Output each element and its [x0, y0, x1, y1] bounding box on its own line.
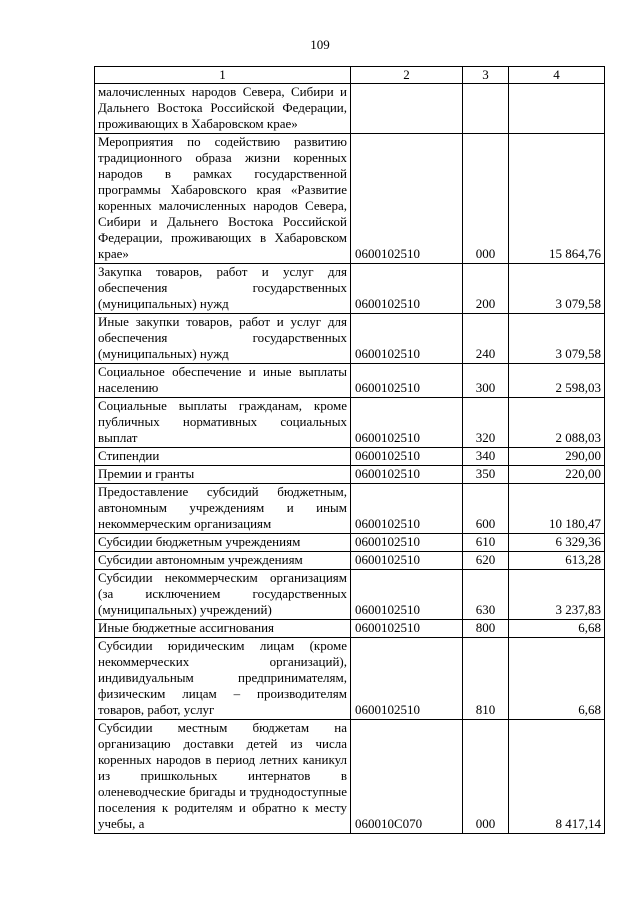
row-type: 350: [463, 466, 509, 484]
table-row: [95, 448, 605, 466]
table-row: [95, 570, 605, 620]
page-number: 109: [310, 37, 330, 52]
row-amount: 6 329,36: [509, 534, 605, 552]
row-name: Иные бюджетные ассигнования: [95, 620, 351, 638]
row-code: 0600102510: [351, 620, 463, 638]
row-amount: 6,68: [509, 638, 605, 720]
row-type: 620: [463, 552, 509, 570]
row-code: 0600102510: [351, 466, 463, 484]
row-code: 0600102510: [351, 448, 463, 466]
column-header-2: 2: [351, 67, 463, 84]
row-type: 630: [463, 570, 509, 620]
row-name: Субсидии местным бюджетам на организацию доставки детей из числа коренных народов в период летних каникул из пришкольных интернатов в оленеводческие бригады и труднодоступные поселения к родителям и обратно к месту учебы, а: [95, 720, 351, 834]
column-header-1: 1: [95, 67, 351, 84]
row-code: 0600102510: [351, 364, 463, 398]
row-code: 0600102510: [351, 264, 463, 314]
row-type: 320: [463, 398, 509, 448]
row-type: 000: [463, 720, 509, 834]
row-amount: 8 417,14: [509, 720, 605, 834]
row-code: 0600102510: [351, 484, 463, 534]
table-row: [95, 720, 605, 834]
row-amount: 3 079,58: [509, 314, 605, 364]
row-type: 610: [463, 534, 509, 552]
table-row: [95, 134, 605, 264]
row-name: Социальные выплаты гражданам, кроме публичных нормативных социальных выплат: [95, 398, 351, 448]
table-row: [95, 314, 605, 364]
row-amount: 613,28: [509, 552, 605, 570]
table-row: [95, 638, 605, 720]
row-type: 300: [463, 364, 509, 398]
row-code: 0600102510: [351, 552, 463, 570]
table-row: [95, 364, 605, 398]
row-amount: 220,00: [509, 466, 605, 484]
row-code: 0600102510: [351, 134, 463, 264]
table-row: [95, 398, 605, 448]
row-name: Премии и гранты: [95, 466, 351, 484]
column-header-4: 4: [509, 67, 605, 84]
row-type: 000: [463, 134, 509, 264]
row-name: Иные закупки товаров, работ и услуг для обеспечения государственных (муниципальных) нужд: [95, 314, 351, 364]
row-type: 200: [463, 264, 509, 314]
row-code: [351, 84, 463, 134]
row-type: [463, 84, 509, 134]
row-amount: 2 088,03: [509, 398, 605, 448]
row-code: 060010С070: [351, 720, 463, 834]
row-name: Субсидии автономным учреждениям: [95, 552, 351, 570]
row-amount: 290,00: [509, 448, 605, 466]
row-code: 0600102510: [351, 398, 463, 448]
row-name: Социальное обеспечение и иные выплаты населению: [95, 364, 351, 398]
row-code: 0600102510: [351, 570, 463, 620]
table-row: [95, 534, 605, 552]
row-amount: 2 598,03: [509, 364, 605, 398]
table-row: [95, 84, 605, 134]
column-header-3: 3: [463, 67, 509, 84]
row-amount: 10 180,47: [509, 484, 605, 534]
table-row: [95, 620, 605, 638]
table-row: [95, 264, 605, 314]
row-code: 0600102510: [351, 638, 463, 720]
row-name: Субсидии юридическим лицам (кроме некоммерческих организаций), индивидуальным предпринимателям, физическим лицам – производителям товаров, работ, услуг: [95, 638, 351, 720]
table-header-row: [95, 67, 605, 84]
row-amount: 3 237,83: [509, 570, 605, 620]
row-type: 340: [463, 448, 509, 466]
row-type: 800: [463, 620, 509, 638]
row-type: 810: [463, 638, 509, 720]
row-name: Мероприятия по содействию развитию традиционного образа жизни коренных народов в рамках государственной программы Хабаровского края «Развитие коренных малочисленных народов Севера, Сибири и Дальнего Востока Российской Федерации, проживающих в Хабаровском крае»: [95, 134, 351, 264]
row-amount: [509, 84, 605, 134]
table-row: [95, 552, 605, 570]
row-amount: 15 864,76: [509, 134, 605, 264]
row-name: Субсидии бюджетным учреждениям: [95, 534, 351, 552]
row-name: Стипендии: [95, 448, 351, 466]
row-name: Субсидии некоммерческим организациям (за исключением государственных (муниципальных) учреждений): [95, 570, 351, 620]
row-amount: 3 079,58: [509, 264, 605, 314]
row-type: 600: [463, 484, 509, 534]
row-code: 0600102510: [351, 534, 463, 552]
row-type: 240: [463, 314, 509, 364]
row-code: 0600102510: [351, 314, 463, 364]
row-name: малочисленных народов Севера, Сибири и Дальнего Востока Российской Федерации, проживающих в Хабаровском крае»: [95, 84, 351, 134]
row-name: Закупка товаров, работ и услуг для обеспечения государственных (муниципальных) нужд: [95, 264, 351, 314]
budget-table: [94, 66, 605, 834]
row-amount: 6,68: [509, 620, 605, 638]
table-row: [95, 466, 605, 484]
row-name: Предоставление субсидий бюджетным, автономным учреждениям и иным некоммерческим организациям: [95, 484, 351, 534]
table-row: [95, 484, 605, 534]
